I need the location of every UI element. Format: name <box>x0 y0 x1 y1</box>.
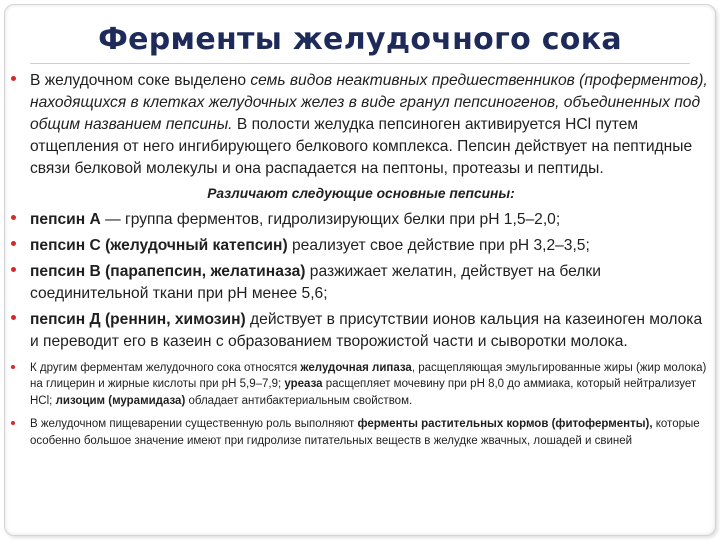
pepsin-description: разжижает желатин, действует на белки соединительной ткани при pH менее 5,6; <box>30 262 601 302</box>
note-text: , расщепляющая эмульгированные жиры (жир молока) на глицерин и жирные кислоты при pH 5,9–7,9; <box>30 361 707 390</box>
pepsin-name: пепсин А <box>30 210 101 228</box>
title-divider <box>30 63 690 64</box>
bullet-icon <box>11 365 15 369</box>
bullet-icon <box>11 215 16 220</box>
note-term: желудочная липаза <box>300 361 412 374</box>
note-other-enzymes <box>8 360 714 410</box>
intro-paragraph <box>8 70 714 180</box>
slide-title: Ферменты желудочного сока <box>98 22 622 57</box>
pepsin-item <box>8 235 714 257</box>
note-term: лизоцим (мурамидаза) <box>55 394 186 407</box>
bullet-icon <box>11 315 16 320</box>
note-term: ферменты растительных кормов (фитоферменты), <box>357 418 653 430</box>
pepsin-name: пепсин Д (реннин, химозин) <box>30 310 246 328</box>
pepsin-description: реализует свое действие при pH 3,2–3,5; <box>287 236 590 254</box>
pepsin-item <box>8 261 714 305</box>
pepsin-item <box>8 309 714 353</box>
note-text: обладает антибактериальным свойством. <box>185 394 413 407</box>
bullet-icon <box>11 421 15 425</box>
slide-content <box>8 70 714 449</box>
intro-text-2: В полости желудка пепсиноген активируется HCl путем отщепления от него ингибирующего белкового комплекса. Пепсин действует на пептидные связи белковой молекулы и она распадается на пептоны, протеазы и пептиды. <box>30 116 693 177</box>
bullet-icon <box>11 267 16 272</box>
note-text: расщепляет мочевину при pH 8,0 до аммиака, который нейтрализует HCl; <box>30 378 697 407</box>
pepsin-name: пепсин С (желудочный катепсин) <box>30 236 288 254</box>
note-term: уреаза <box>284 378 323 390</box>
intro-text-italic: семь видов неактивных предшественников (проферментов), находящихся в клетках желудочных желез в виде гранул пепсиногенов, объединенных под общим названием пепсины. <box>30 72 708 133</box>
bullet-icon <box>11 76 16 81</box>
pepsin-name: пепсин В (парапепсин, желатиназа) <box>30 262 306 280</box>
intro-text-1: В желудочном соке выделено <box>30 72 251 89</box>
note-phytoenzymes <box>8 416 714 449</box>
note-text: В желудочном пищеварении существенную роль выполняют <box>30 418 358 430</box>
bullet-icon <box>11 241 16 246</box>
pepsin-description: — группа ферментов, гидролизирующих белки при pH 1,5–2,0; <box>100 210 561 228</box>
pepsin-item <box>8 209 714 231</box>
pepsins-subheading: Различают следующие основные пепсины: <box>207 186 515 201</box>
pepsin-description: действует в присутствии ионов кальция на казеиноген молока и переводит его в казеин с образованием творожистой части и сыворотки молока. <box>30 310 703 350</box>
note-text: К другим ферментам желудочного сока относятся <box>30 361 301 374</box>
note-text: которые особенно большое значение имеют при гидролизе питательных веществ в желудке жвачных, лошадей и свиней <box>30 418 700 447</box>
